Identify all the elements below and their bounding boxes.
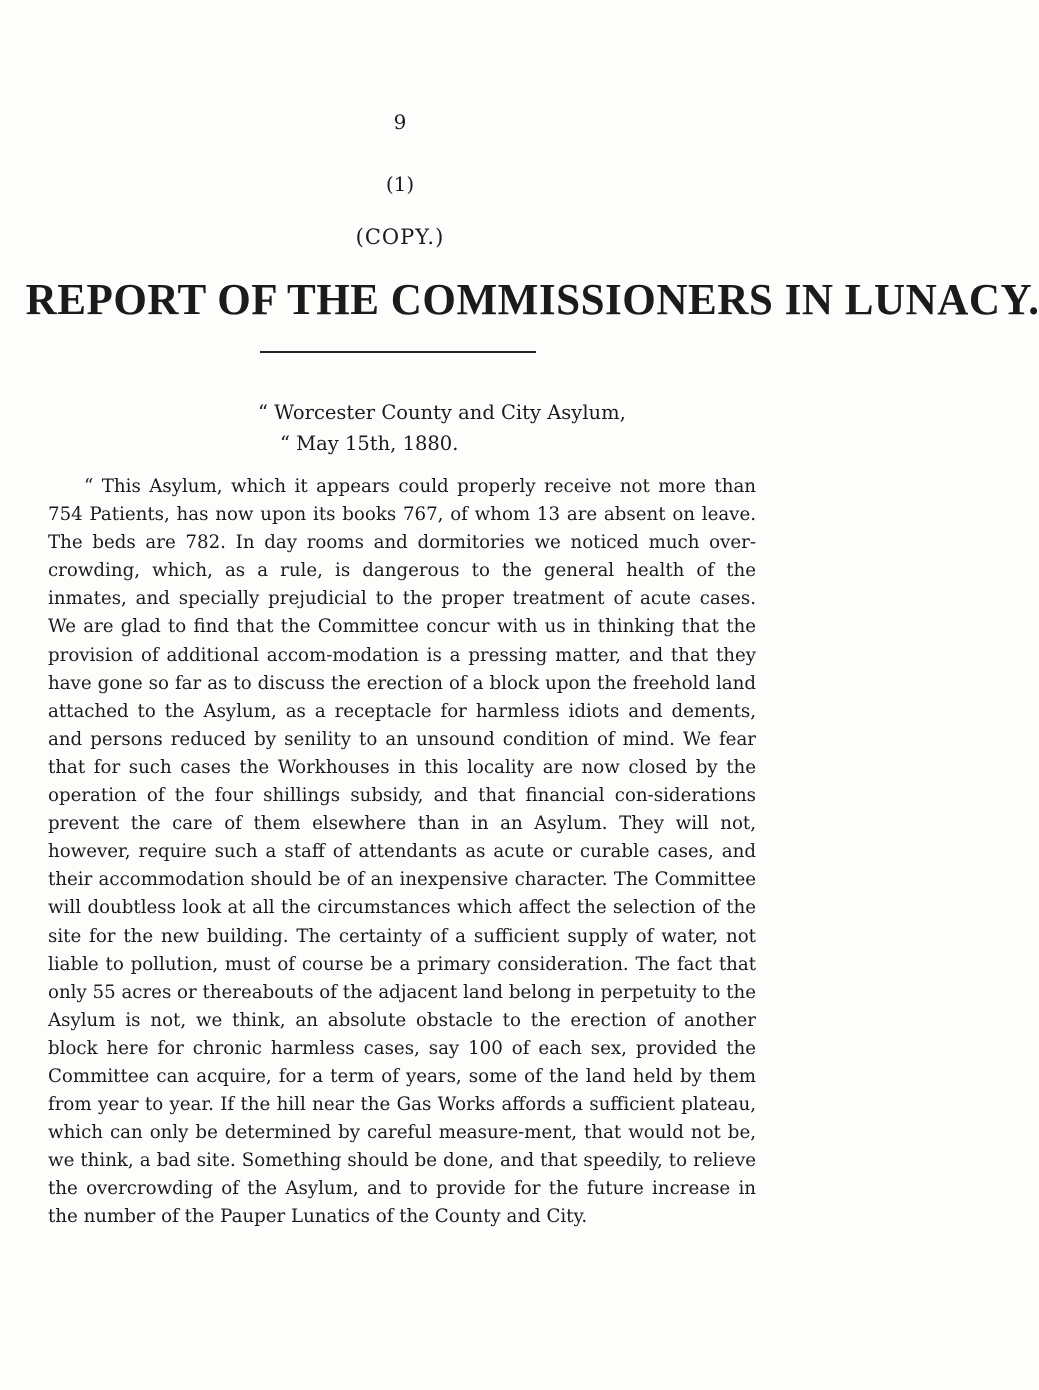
letter-body-paragraph: “ This Asylum, which it appears could properly receive not more than 754 Patients, has now upon its books 767, of whom 13 are absent on leave. The beds are 782. In day rooms and dormitories we noticed much over-crowding, which, as a rule, is dangerous to the general health of the inmates, and specially prejudicial to the proper treatment of acute cases. We are glad to find that the Committee concur with us in thinking that the provision of additional accom-modation is a pressing matter, and that they have gone so far as to discuss the erection of a block upon the freehold land attached to the Asylum, as a receptacle for harmless idiots and dements, and persons reduced by senility to an unsound condition of mind. We fear that for such cases the Workhouses in this locality are now closed by the operation of the four shillings subsidy, and that financial con-siderations prevent the care of them elsewhere than in an Asylum. They will not, however, require such a staff of attendants as acute or curable cases, and their accommodation should be of an inexpensive character. The Committee will doubtless look at all the circumstances which affect the selection of the site for the new building. The certainty of a sufficient supply of water, not liable to pollution, must of course be a primary consideration. The fact that only 55 acres or thereabouts of the adjacent land belong in perpetuity to the Asylum is not, we think, an absolute obstacle to the erection of another block here for chronic harmless cases, say 100 of each sex, provided the Committee can acquire, for a term of years, some of the land held by them from year to year. If the hill near the Gas Works affords a sufficient plateau, which can only be determined by careful measure-ment, that would not be, we think, a bad site. Something should be done, and that speedily, to relieve the overcrowding of the Asylum, and to provide for the future increase in the number of the Pauper Lunatics of the County and City. — [48, 476, 757, 1228]
letter-date-line: “ May 15th, 1880. — [280, 432, 459, 455]
page-number: 9 — [393, 110, 407, 134]
report-title: REPORT OF THE COMMISSIONERS IN LUNACY. — [25, 275, 1039, 324]
section-number: (1) — [385, 172, 415, 196]
title-divider — [260, 351, 536, 353]
copy-label: (COPY.) — [355, 225, 445, 249]
letter-address-line-1: “ Worcester County and City Asylum, — [258, 401, 626, 424]
